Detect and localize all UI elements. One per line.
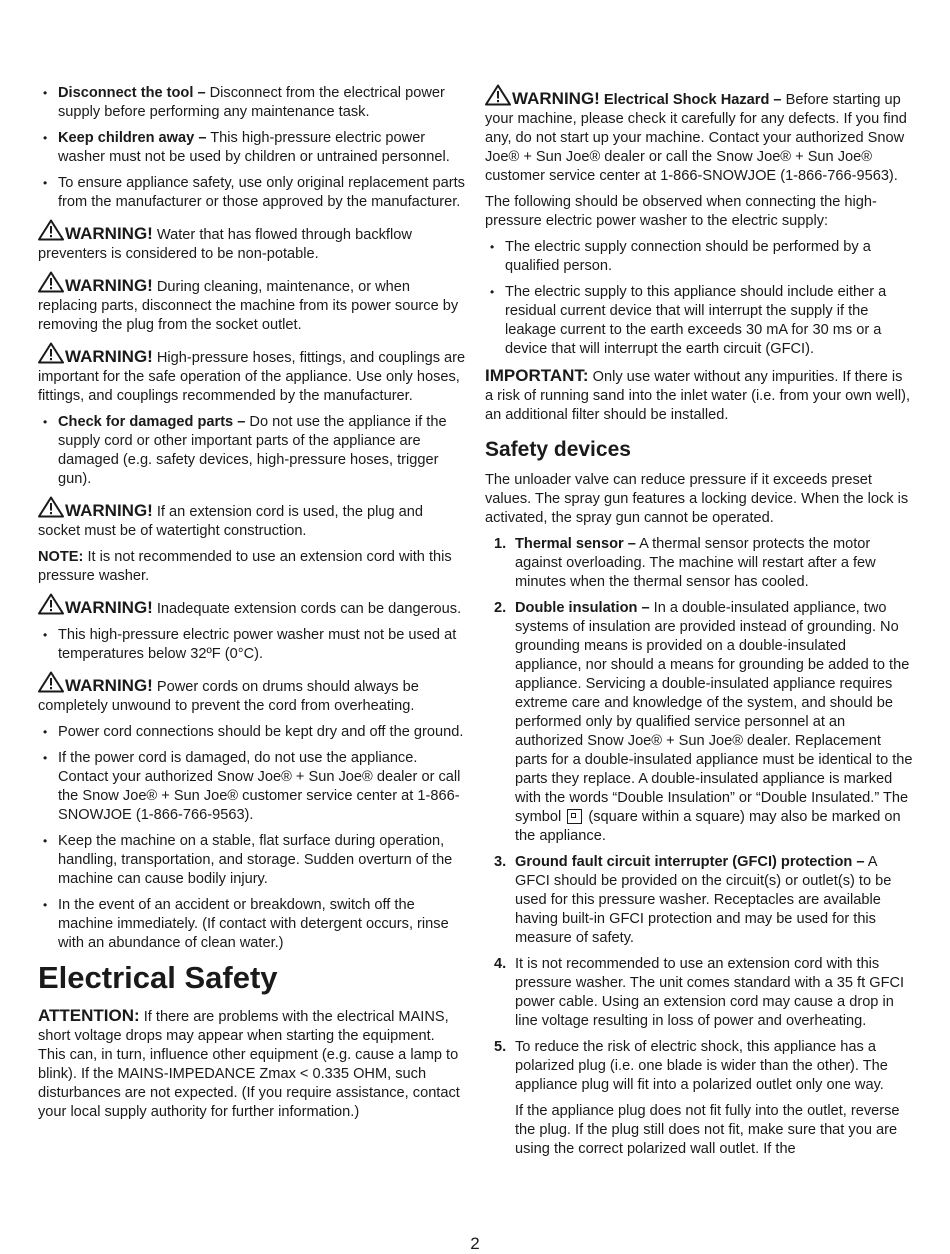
numbered-list: [485, 535, 913, 1159]
warning-paragraph: WARNING! High-pressure hoses, fittings, and couplings are important for the safe operation of the appliance. Use only hoses, fittings, and couplings recommended by the manufacturer.: [38, 342, 466, 406]
warning-triangle-icon: [485, 84, 511, 106]
bullet-list: [38, 413, 466, 489]
list-item: • This high-pressure electric power washer must not be used at temperatures below 32ºF (0°C).: [38, 626, 466, 664]
warning-label: WARNING!: [65, 501, 153, 520]
bullet-list: [38, 626, 466, 664]
warning-label: WARNING!: [65, 676, 153, 695]
list-item: • The electric supply to this appliance should include either a residual current device that will interrupt the supply if the leakage current to the earth exceeds 30 mA for 30 ms or a device that will interrupt the earth circuit (GFCI).: [485, 283, 913, 359]
warning-triangle-icon: [38, 496, 64, 518]
warning-paragraph: WARNING! Power cords on drums should always be completely unwound to prevent the cord from overheating.: [38, 671, 466, 716]
warning-label: WARNING!: [512, 89, 600, 108]
section-heading-safety-devices: Safety devices: [485, 438, 631, 461]
bullet-list: [38, 84, 466, 212]
warning-label: WARNING!: [65, 347, 153, 366]
warning-paragraph: WARNING! Water that has flowed through backflow preventers is considered to be non-potable.: [38, 219, 466, 264]
warning-paragraph: WARNING! Inadequate extension cords can be dangerous.: [38, 593, 466, 619]
list-item: • If the power cord is damaged, do not use the appliance. Contact your authorized Snow Joe® + Sun Joe® dealer or call the Snow Joe® + Sun Joe® customer service center at 1-866-SNOWJOE (1-866-766-9563).: [38, 749, 466, 825]
warning-paragraph: WARNING! During cleaning, maintenance, or when replacing parts, disconnect the machine from its power source by removing the plug from the socket outlet.: [38, 271, 466, 335]
list-item: 3. Ground fault circuit interrupter (GFCI) protection – A GFCI should be provided on the circuit(s) or outlet(s) to be used for this pressure washer. Receptacles are available having built-in GFCI protection and may be used for this measure of safety.: [494, 854, 892, 946]
warning-label: WARNING!: [65, 224, 153, 243]
warning-paragraph: WARNING! Electrical Shock Hazard – Before starting up your machine, please check it carefully for any defects. If you find any, do not start up your machine. Contact your authorized Snow Joe® + Sun Joe® dealer or call the Snow Joe® + Sun Joe® customer service center at 1-866-SNOWJOE (1-866-766-9563).: [485, 84, 913, 186]
attention-paragraph: ATTENTION: If there are problems with the electrical MAINS, short voltage drops may appear when starting the equipment. This can, in turn, influence other equipment (e.g. cause a lamp to blink). If the MAINS-IMPEDANCE Zmax < 0.335 OHM, such disturbances are not expected. (If you require assistance, contact your local supply authority for further information.): [38, 1006, 460, 1120]
warning-triangle-icon: [38, 271, 64, 293]
warning-triangle-icon: [38, 342, 64, 364]
body-paragraph: The unloader valve can reduce pressure if it exceeds preset values. The spray gun features a locking device. When the lock is activated, the spray gun cannot be operated.: [485, 472, 909, 526]
list-item-continued: If the appliance plug does not fit fully into the outlet, reverse the plug. If the plug still does not fit, make sure that you are using the correct polarized wall outlet. If the: [515, 1103, 900, 1157]
important-paragraph: IMPORTANT: Only use water without any impurities. If there is a risk of running sand into the inlet water (i.e. from your own well), an additional filter should be installed.: [485, 366, 911, 423]
bullet-list: [38, 723, 466, 953]
list-item: • Disconnect the tool – Disconnect from the electrical power supply before performing any maintenance task.: [38, 84, 466, 122]
list-item: 4. It is not recommended to use an extension cord with this pressure washer. The unit comes standard with a 35 ft GFCI power cable. Using an extension cord may cause a drop in line voltage resulting in loss of power and overheating.: [494, 956, 905, 1029]
list-item: • Keep children away – This high-pressure electric power washer must not be used by children or untrained personnel.: [38, 129, 466, 167]
warning-paragraph: WARNING! If an extension cord is used, the plug and socket must be of watertight construction.: [38, 496, 466, 541]
double-insulation-symbol-icon: [567, 809, 582, 824]
list-item: 2. Double insulation – In a double-insulated appliance, two systems of insulation are provided instead of grounding. No grounding means is provided on a double-insulated appliance, nor should a means for grounding be added to the appliance. Servicing a double-insulated appliance requires extreme care and knowledge of the system, and should be performed only by qualified service personnel at an authorized Snow Joe® + Sun Joe® dealer. Replacement parts for a double-insulated appliance must be identical to the parts they replace. A double-insulated appliance is marked with the words “Double Insulation” or “Double Insulated.” The symbol (square within a square) may also be marked on the appliance.: [494, 600, 913, 844]
bullet-list: [485, 238, 913, 359]
warning-triangle-icon: [38, 219, 64, 241]
left-column: [38, 84, 466, 1129]
list-item: • The electric supply connection should be performed by a qualified person.: [485, 238, 913, 276]
section-heading-electrical-safety: Electrical Safety: [38, 960, 278, 995]
body-paragraph: The following should be observed when connecting the high-pressure electric power washer to the electric supply:: [485, 194, 877, 229]
note-paragraph: NOTE: It is not recommended to use an extension cord with this pressure washer.: [38, 549, 452, 584]
list-item: 1. Thermal sensor – A thermal sensor protects the motor against overloading. The machine will restart after a few minutes when the thermal sensor has cooled.: [494, 536, 876, 590]
right-column: [485, 84, 913, 1166]
list-item: • To ensure appliance safety, use only original replacement parts from the manufacturer or those approved by the manufacturer.: [38, 174, 466, 212]
warning-triangle-icon: [38, 671, 64, 693]
list-item: 5. To reduce the risk of electric shock, this appliance has a polarized plug (i.e. one blade is wider than the other). The appliance plug will fit into a polarized outlet only one way.: [494, 1039, 888, 1093]
list-item: • Check for damaged parts – Do not use the appliance if the supply cord or other important parts of the appliance are damaged (e.g. safety devices, high-pressure hoses, trigger gun).: [38, 413, 466, 489]
warning-label: WARNING!: [65, 276, 153, 295]
warning-triangle-icon: [38, 593, 64, 615]
list-item: • Keep the machine on a stable, flat surface during operation, handling, transportation, and storage. Sudden overturn of the machine can cause bodily injury.: [38, 832, 466, 889]
list-item: • Power cord connections should be kept dry and off the ground.: [38, 723, 466, 742]
warning-label: WARNING!: [65, 598, 153, 617]
list-item: • In the event of an accident or breakdown, switch off the machine immediately. (If contact with detergent occurs, rinse with an abundance of clean water.): [38, 896, 466, 953]
page-number: 2: [470, 1234, 480, 1253]
